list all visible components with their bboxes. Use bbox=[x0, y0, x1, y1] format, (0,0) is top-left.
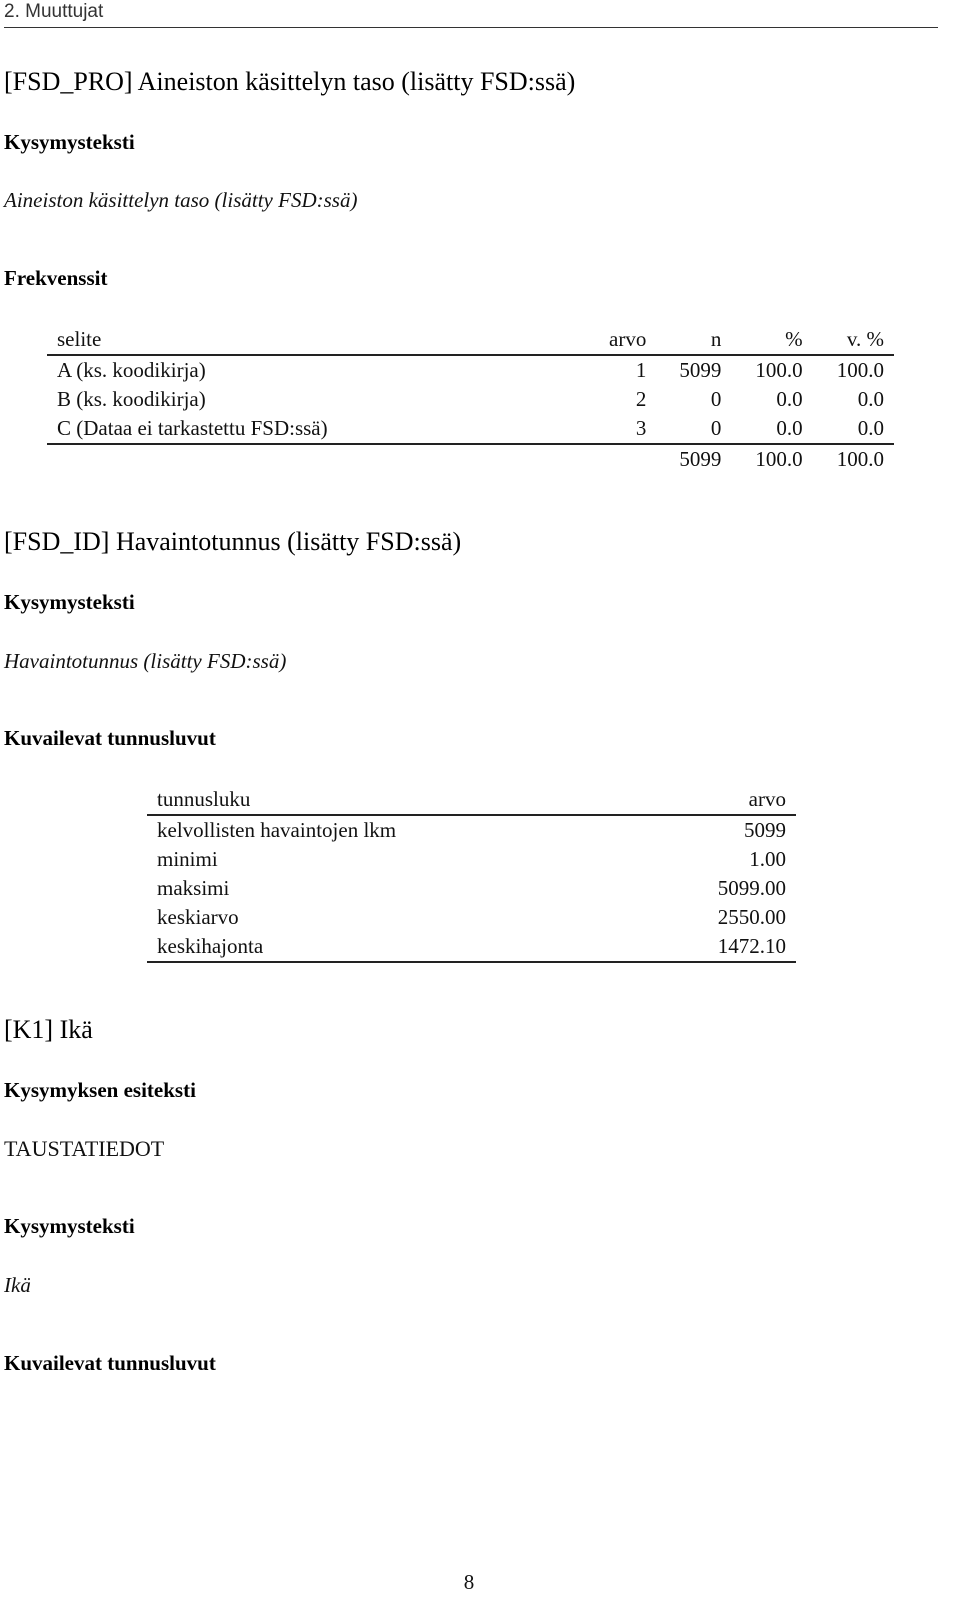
cell-label: C (Dataa ei tarkastettu FSD:ssä) bbox=[57, 416, 328, 440]
cell-valid-percent: 0.0 bbox=[857, 387, 884, 411]
descriptive-stats-table bbox=[147, 783, 796, 963]
table-row bbox=[147, 815, 796, 845]
cell-statistic: keskihajonta bbox=[157, 934, 264, 958]
cell-statistic: minimi bbox=[157, 847, 218, 871]
cell-valid-percent: 100.0 bbox=[836, 358, 884, 382]
table-row bbox=[147, 932, 796, 962]
total-percent: 100.0 bbox=[755, 447, 803, 471]
question-text-label: Kysymysteksti bbox=[4, 130, 135, 154]
table-row bbox=[147, 874, 796, 903]
column-header-percent: % bbox=[785, 327, 803, 351]
question-pretext-label: Kysymyksen esiteksti bbox=[4, 1078, 196, 1102]
cell-n: 0 bbox=[710, 387, 722, 411]
cell-value: 1 bbox=[635, 358, 647, 382]
column-header-selite: selite bbox=[57, 327, 102, 351]
table-row bbox=[47, 414, 894, 444]
column-header-valid-percent: v. % bbox=[846, 327, 884, 351]
table-header-row bbox=[47, 323, 894, 355]
cell-value: 3 bbox=[635, 416, 647, 440]
cell-statistic: keskiarvo bbox=[157, 905, 239, 929]
question-pretext: TAUSTATIEDOT bbox=[4, 1136, 165, 1161]
descriptive-stats-label: Kuvailevat tunnusluvut bbox=[4, 1351, 216, 1375]
cell-valid-percent: 0.0 bbox=[857, 416, 884, 440]
cell-value: 5099.00 bbox=[717, 876, 786, 900]
question-text-label: Kysymysteksti bbox=[4, 590, 135, 614]
frequencies-label: Frekvenssit bbox=[4, 266, 108, 290]
cell-value: 5099 bbox=[744, 818, 786, 842]
cell-value: 2550.00 bbox=[717, 905, 786, 929]
table-row bbox=[47, 385, 894, 414]
column-header-arvo: arvo bbox=[609, 327, 647, 351]
cell-label: A (ks. koodikirja) bbox=[57, 358, 206, 382]
question-text: Aineiston käsittelyn taso (lisätty FSD:ssä) bbox=[4, 188, 358, 212]
cell-statistic: kelvollisten havaintojen lkm bbox=[157, 818, 397, 842]
total-n: 5099 bbox=[679, 447, 722, 471]
column-header-statistic: tunnusluku bbox=[157, 787, 251, 811]
table-row bbox=[47, 355, 894, 385]
cell-empty bbox=[47, 444, 587, 474]
cell-statistic: maksimi bbox=[157, 876, 230, 900]
question-text: Ikä bbox=[4, 1273, 31, 1297]
running-header: 2. Muuttujat bbox=[4, 0, 938, 28]
column-header-n: n bbox=[710, 327, 722, 351]
question-text-label: Kysymysteksti bbox=[4, 1214, 135, 1238]
section-title-fsd-pro: [FSD_PRO] Aineiston käsittelyn taso (lisätty FSD:ssä) bbox=[4, 67, 576, 96]
table-row bbox=[147, 845, 796, 874]
cell-empty bbox=[587, 444, 656, 474]
cell-n: 5099 bbox=[679, 358, 722, 382]
frequency-table bbox=[47, 323, 894, 474]
cell-value: 2 bbox=[635, 387, 647, 411]
cell-n: 0 bbox=[710, 416, 722, 440]
cell-percent: 100.0 bbox=[755, 358, 803, 382]
cell-percent: 0.0 bbox=[776, 416, 803, 440]
column-header-value: arvo bbox=[748, 787, 786, 811]
cell-value: 1.00 bbox=[749, 847, 786, 871]
page-number: 8 bbox=[463, 1570, 475, 1594]
section-title-fsd-id: [FSD_ID] Havaintotunnus (lisätty FSD:ssä) bbox=[4, 527, 462, 556]
table-total-row bbox=[47, 444, 894, 474]
cell-label: B (ks. koodikirja) bbox=[57, 387, 206, 411]
descriptive-stats-label: Kuvailevat tunnusluvut bbox=[4, 726, 216, 750]
total-valid-percent: 100.0 bbox=[836, 447, 884, 471]
section-title-k1: [K1] Ikä bbox=[4, 1015, 93, 1044]
table-header-row bbox=[147, 783, 796, 815]
question-text: Havaintotunnus (lisätty FSD:ssä) bbox=[4, 649, 287, 673]
cell-value: 1472.10 bbox=[717, 934, 786, 958]
table-row bbox=[147, 903, 796, 932]
cell-percent: 0.0 bbox=[776, 387, 803, 411]
